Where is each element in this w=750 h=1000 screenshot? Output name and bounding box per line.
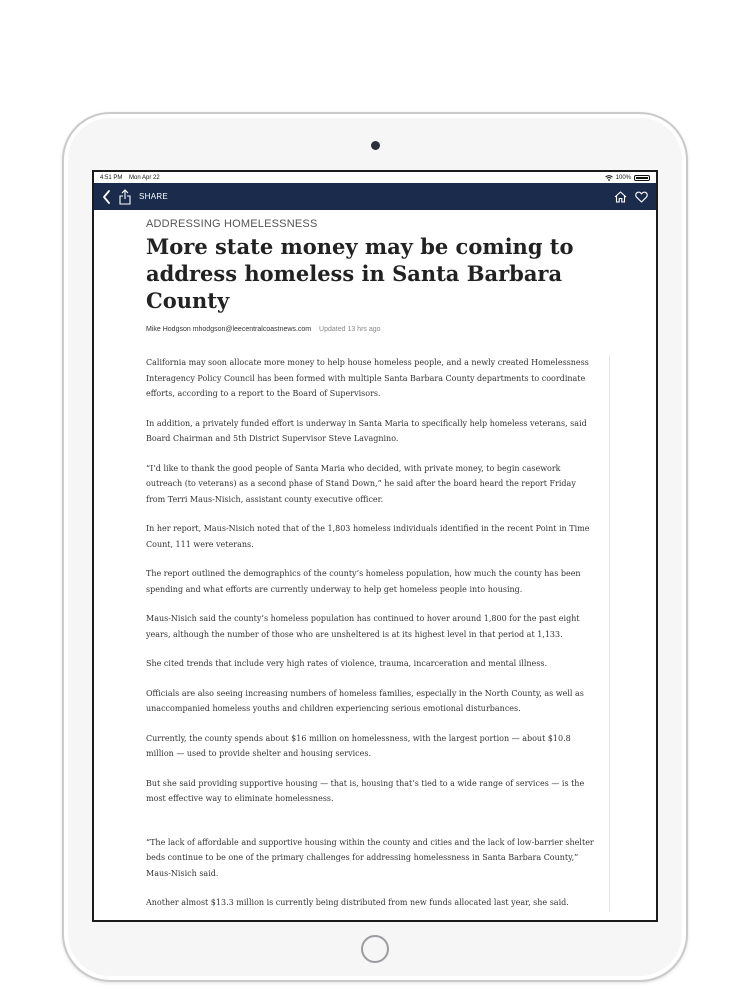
app-screen <box>92 170 658 922</box>
heart-icon[interactable] <box>635 191 648 203</box>
home-icon[interactable] <box>614 191 627 203</box>
nav-bar <box>94 183 656 210</box>
article-paragraph: Officials are also seeing increasing numbers of homeless families, especially in the North County, as well as unaccompanied homeless youths and children experiencing serious emotional disturbances. <box>146 688 584 713</box>
author-name[interactable]: Mike Hodgson mhodgson@leecentralcoastnews.com <box>146 326 312 333</box>
nav-left <box>102 189 168 205</box>
article <box>146 218 601 922</box>
article-body <box>146 355 609 911</box>
article-body-column <box>146 355 610 911</box>
front-camera <box>371 141 380 150</box>
status-bar <box>94 172 656 183</box>
article-paragraph: “The lack of affordable and supportive housing within the county and cities and the lack of low-barrier shelter beds continue to be one of the primary challenges for addressing homelessness in Santa Barbara County,” Maus-Nisich said. <box>146 837 594 878</box>
article-headline: More state money may be coming to address homeless in Santa Barbara County <box>146 234 574 313</box>
share-button[interactable]: SHARE <box>139 192 169 201</box>
article-paragraph: She cited trends that include very high rates of violence, trauma, incarceration and mental illness. <box>146 659 548 668</box>
article-paragraph: “I’d like to thank the good people of Santa Maria who decided, with private money, to begin casework outreach (to veterans) as a second phase of Stand Down,” he said after the board heard the report Friday from Terri Maus-Nisich, assistant county executive officer. <box>146 463 576 504</box>
article-paragraph: But she said providing supportive housing — that is, housing that’s tied to a wide range of services — is the most effective way to eliminate homelessness. <box>146 778 585 803</box>
status-right <box>605 175 650 181</box>
status-date: Mon Apr 22 <box>129 174 160 181</box>
share-icon[interactable] <box>119 189 131 205</box>
article-paragraph: In her report, Maus-Nisich noted that of the 1,803 homeless individuals identified in the recent Point in Time Count, 111 were veterans. <box>146 524 590 549</box>
article-paragraph: Maus-Nisich said the county’s homeless population has continued to hover around 1,800 for the past eight years, although the number of those who are unsheltered is at its highest level in that period at 1,133. <box>146 614 580 639</box>
chevron-left-icon[interactable] <box>102 190 111 204</box>
article-paragraph: Another almost $13.3 million is currently being distributed from new funds allocated last year, she said. <box>146 898 569 907</box>
device-home-button[interactable] <box>361 935 389 963</box>
article-section-label[interactable]: ADDRESSING HOMELESSNESS <box>146 218 318 230</box>
wifi-icon <box>605 175 613 181</box>
nav-right <box>614 191 648 203</box>
byline <box>146 326 601 333</box>
updated-time: Updated 13 hrs ago <box>319 326 381 333</box>
battery-level <box>636 177 648 179</box>
battery-icon <box>634 175 650 181</box>
article-paragraph: The report outlined the demographics of the county’s homeless population, how much the county has been spending and what efforts are currently underway to help get homeless people into housing. <box>146 569 581 594</box>
battery-percent: 100% <box>615 174 631 181</box>
status-time: 4:51 PM <box>100 174 123 181</box>
article-paragraph: In addition, a privately funded effort is underway in Santa Maria to specifically help homeless veterans, said Board Chairman and 5th District Supervisor Steve Lavagnino. <box>146 418 587 443</box>
article-paragraph: California may soon allocate more money to help house homeless people, and a newly created Homelessness Interagency Policy Council has been formed with multiple Santa Barbara County departments to coordinate efforts, according to a report to the Board of Supervisors. <box>146 358 589 398</box>
status-left <box>100 175 165 181</box>
article-paragraph: Currently, the county spends about $16 million on homelessness, with the largest portion — about $10.8 million — used to provide shelter and housing services. <box>146 733 571 758</box>
